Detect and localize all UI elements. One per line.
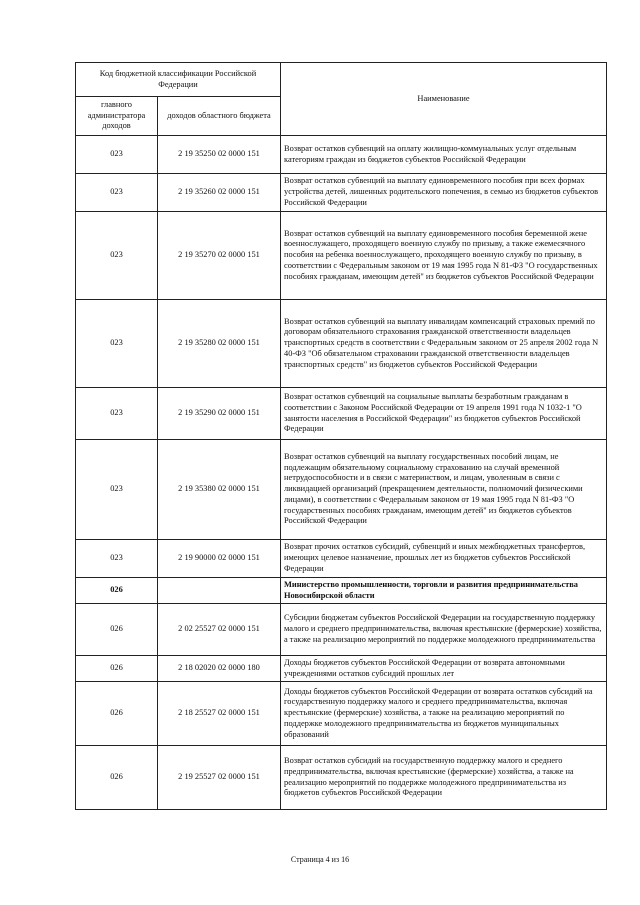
table-row <box>76 604 607 656</box>
income-code: 2 19 35380 02 0000 151 <box>158 440 281 540</box>
table-row <box>76 300 607 388</box>
table-row <box>76 136 607 174</box>
table-row <box>76 656 607 682</box>
admin-code: 023 <box>76 300 158 388</box>
income-code: 2 18 02020 02 0000 180 <box>158 656 281 682</box>
table-row <box>76 746 607 810</box>
income-code: 2 02 25527 02 0000 151 <box>158 604 281 656</box>
table-row <box>76 682 607 746</box>
row-name: Возврат остатков субвенций на оплату жилищно-коммунальных услуг отдельным категориям граждан из бюджетов субъектов Российской Федерации <box>281 136 607 174</box>
admin-code: 023 <box>76 540 158 578</box>
row-name: Возврат остатков субвенций на выплату единовременного пособия при всех формах устройства детей, лишенных родительского попечения, в семью из бюджетов субъектов Российской Федерации <box>281 174 607 212</box>
admin-code: 023 <box>76 136 158 174</box>
row-name: Возврат остатков субсидий на государственную поддержку малого и среднего предпринимательства, включая крестьянские (фермерские) хозяйства, а также на реализацию мероприятий по поддержке молодежного предпринимательства из бюджетов субъектов Российской Федерации <box>281 746 607 810</box>
income-code: 2 19 35250 02 0000 151 <box>158 136 281 174</box>
row-name: Субсидии бюджетам субъектов Российской Федерации на государственную поддержку малого и среднего предпринимательства, включая крестьянские (фермерские) хозяйства, а также на реализацию мероприятий по поддержке молодежного предпринимательства <box>281 604 607 656</box>
income-code: 2 19 90000 02 0000 151 <box>158 540 281 578</box>
income-code: 2 19 35290 02 0000 151 <box>158 388 281 440</box>
income-code: 2 19 25527 02 0000 151 <box>158 746 281 810</box>
row-name: Возврат остатков субвенций на выплату инвалидам компенсаций страховых премий по договорам обязательного страхования гражданской ответственности владельцев транспортных средств в соответствии с Федеральным законом от 25 апреля 2002 года N 40-ФЗ "Об обязательном страховании гражданской ответственности владельцев транспортных средств" из бюджетов субъектов Российской Федерации <box>281 300 607 388</box>
income-code: 2 19 35280 02 0000 151 <box>158 300 281 388</box>
header-admin: главного администратора доходов <box>76 97 158 136</box>
table-row <box>76 540 607 578</box>
table-row <box>76 212 607 300</box>
admin-code: 026 <box>76 682 158 746</box>
row-name: Возврат прочих остатков субсидий, субвенций и иных межбюджетных трансфертов, имеющих целевое назначение, прошлых лет из бюджетов субъектов Российской Федерации <box>281 540 607 578</box>
income-code: 2 19 35270 02 0000 151 <box>158 212 281 300</box>
admin-code: 026 <box>76 656 158 682</box>
table-row <box>76 388 607 440</box>
row-name: Доходы бюджетов субъектов Российской Федерации от возврата автономными учреждениями остатков субсидий прошлых лет <box>281 656 607 682</box>
admin-code: 023 <box>76 212 158 300</box>
table-row <box>76 440 607 540</box>
admin-code: 026 <box>76 578 158 604</box>
admin-code: 026 <box>76 604 158 656</box>
row-name: Возврат остатков субвенций на выплату единовременного пособия беременной жене военнослужащего, проходящего военную службу по призыву, а также ежемесячного пособия на ребенка военнослужащего, проходящего военную службу по призыву, в соответствии с Федеральным законом от 19 мая 1995 года N 81-ФЗ "О государственных пособиях гражданам, имеющим детей" из бюджетов субъектов Российской Федерации <box>281 212 607 300</box>
row-name: Возврат остатков субвенций на социальные выплаты безработным гражданам в соответствии с Законом Российской Федерации от 19 апреля 1991 года N 1032-1 "О занятости населения в Российской Федерации" из бюджетов субъектов Российской Федерации <box>281 388 607 440</box>
page-footer: Страница 4 из 16 <box>290 855 350 864</box>
admin-code: 023 <box>76 440 158 540</box>
budget-classification-table <box>75 62 607 810</box>
row-name: Возврат остатков субвенций на выплату государственных пособий лицам, не подлежащим обязательному социальному страхованию на случай временной нетрудоспособности и в связи с материнством, и лицам, уволенным в связи с ликвидацией организаций (прекращением деятельности, полномочий физическими лицами), в соответствии с Федеральным законом от 19 мая 1995 года N 81-ФЗ "О государственных пособиях гражданам, имеющим детей" из бюджетов субъектов Российской Федерации <box>281 440 607 540</box>
admin-code: 023 <box>76 174 158 212</box>
section-row <box>76 578 607 604</box>
section-title: Министерство промышленности, торговли и развития предпринимательства Новосибирской области <box>281 578 607 604</box>
table-row <box>76 174 607 212</box>
row-name: Доходы бюджетов субъектов Российской Федерации от возврата остатков субсидий на государственную поддержку малого и среднего предпринимательства, включая крестьянские (фермерские) хозяйства, а также на реализацию мероприятий по поддержке молодежного предпринимательства из бюджетов муниципальных образований <box>281 682 607 746</box>
header-income: доходов областного бюджета <box>158 97 281 136</box>
header-code-group: Код бюджетной классификации Российской Федерации <box>76 63 281 97</box>
income-code: 2 19 35260 02 0000 151 <box>158 174 281 212</box>
admin-code: 026 <box>76 746 158 810</box>
income-code <box>158 578 281 604</box>
header-name: Наименование <box>281 63 607 136</box>
income-code: 2 18 25527 02 0000 151 <box>158 682 281 746</box>
admin-code: 023 <box>76 388 158 440</box>
